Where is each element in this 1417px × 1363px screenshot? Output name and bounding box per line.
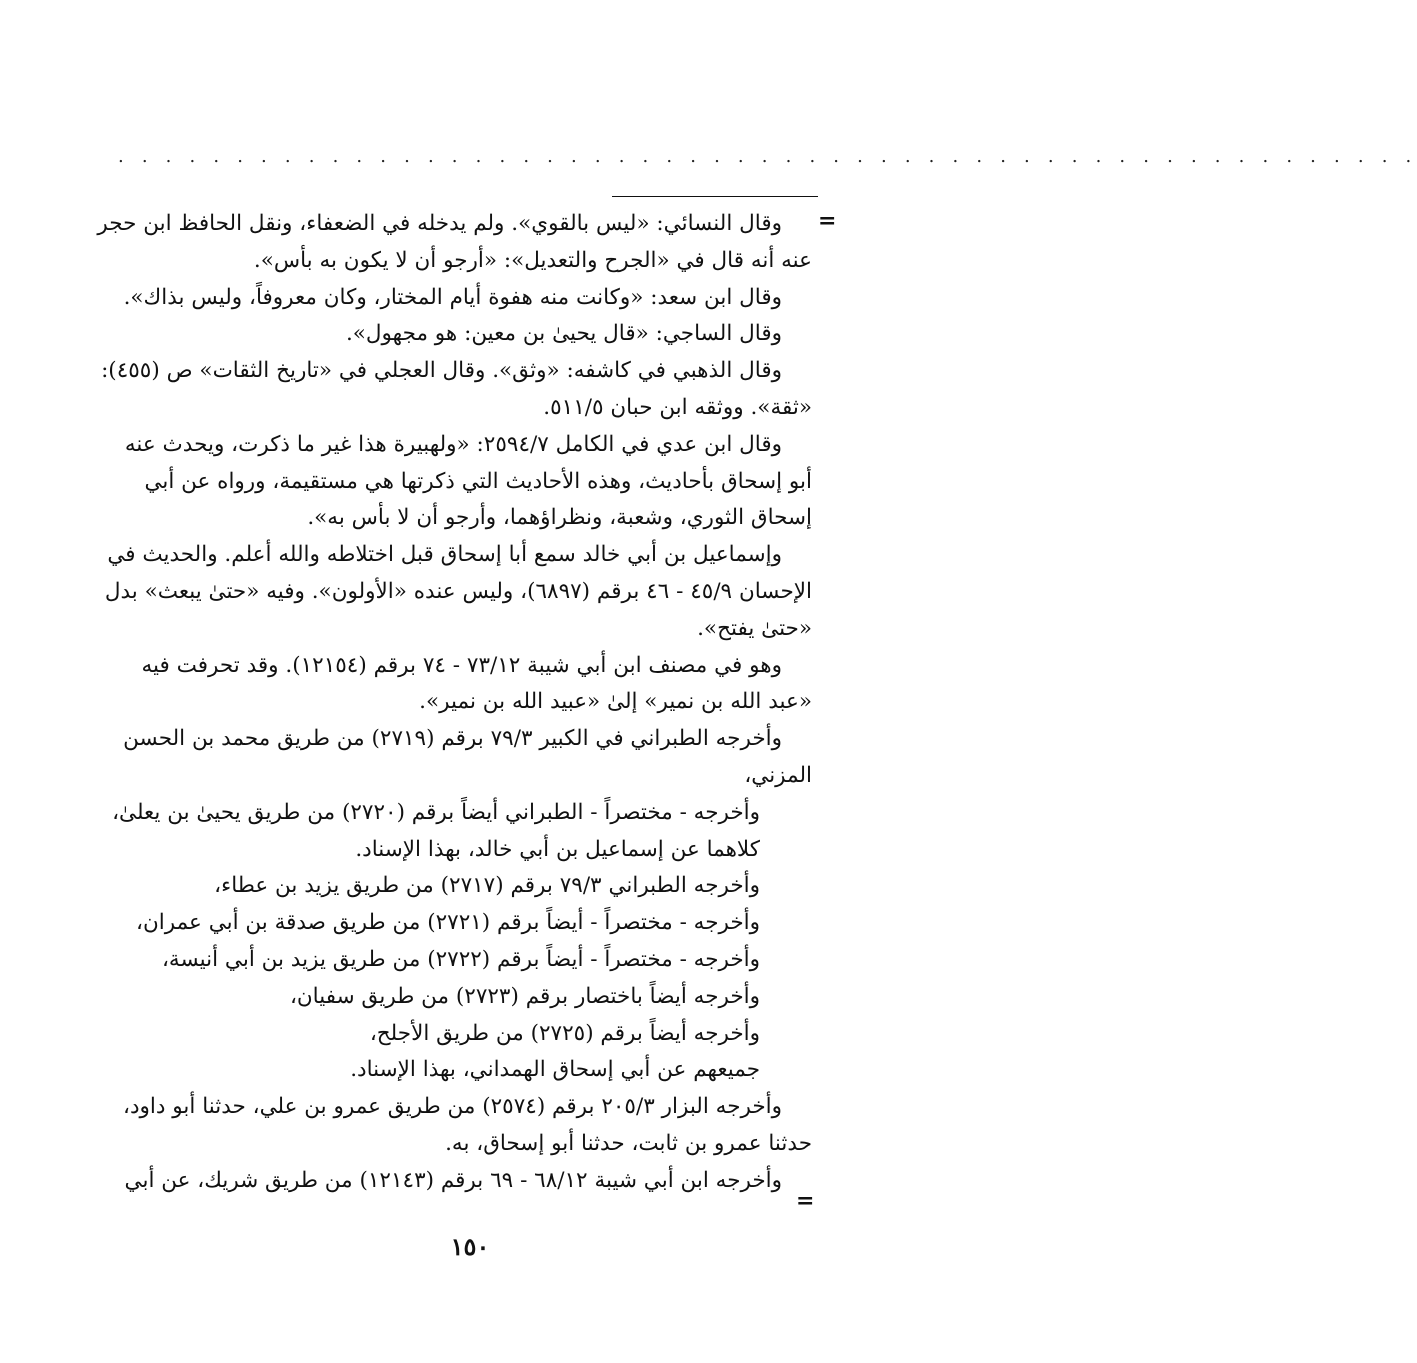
footnote-line: «عبد الله بن نمير» إلىٰ «عبيد الله بن نمير». (419, 689, 812, 715)
footnote-line: وهو في مصنف ابن أبي شيبة ٧٣/١٢ - ٧٤ برقم (١٢١٥٤). وقد تحرفت فيه (141, 652, 782, 678)
page-number: ١٥٠ (450, 1232, 490, 1261)
section-separator-dots: . . . . . . . . . . . . . . . . . . . . . . . . . . . . . . . . . . . . . . . . . . . . . . . . . . . . . . . (118, 146, 1417, 167)
footnote-line: وأخرجه - مختصراً - أيضاً برقم (٢٧٢١) من طريق صدقة بن أبي عمران، (136, 910, 760, 936)
footnote-line: «ثقة». ووثقه ابن حبان ٥١١/٥. (543, 394, 812, 420)
continuation-mark-bottom: = (796, 1188, 815, 1214)
footnote-line: وأخرجه - مختصراً - أيضاً برقم (٢٧٢٢) من طريق يزيد بن أبي أنيسة، (161, 946, 760, 972)
footnote-line: وأخرجه الطبراني في الكبير ٧٩/٣ برقم (٢٧١٩) من طريق محمد بن الحسن (123, 726, 782, 752)
footnote-line: وأخرجه - مختصراً - الطبراني أيضاً برقم (٢٧٢٠) من طريق يحيىٰ بن يعلىٰ، (112, 799, 760, 825)
footnote-line: وإسماعيل بن أبي خالد سمع أبا إسحاق قبل اختلاطه والله أعلم. والحديث في (107, 542, 782, 568)
footnote-rule (612, 196, 818, 197)
footnote-line: حدثنا عمرو بن ثابت، حدثنا أبو إسحاق، به. (445, 1130, 812, 1156)
footnote-text-block (97, 206, 812, 1200)
footnote-line: الإحسان ٤٥/٩ - ٤٦ برقم (٦٨٩٧)، وليس عنده «الأولون». وفيه «حتىٰ يبعث» بدل (104, 578, 812, 604)
footnote-line: «حتىٰ يفتح». (697, 615, 812, 641)
footnote-line: جميعهم عن أبي إسحاق الهمداني، بهذا الإسناد. (350, 1057, 760, 1083)
footnote-line: وأخرجه أيضاً باختصار برقم (٢٧٢٣) من طريق سفيان، (289, 983, 760, 1009)
footnote-line: وأخرجه البزار ٢٠٥/٣ برقم (٢٥٧٤) من طريق عمرو بن علي، حدثنا أبو داود، (123, 1094, 782, 1120)
footnote-line: وقال ابن عدي في الكامل ٢٥٩٤/٧: «ولهبيرة هذا غير ما ذكرت، ويحدث عنه (124, 431, 782, 457)
footnote-line: وقال ابن سعد: «وكانت منه هفوة أيام المختار، وكان معروفاً، وليس بذاك». (123, 284, 782, 310)
footnote-line: وقال الذهبي في كاشفه: «وثق». وقال العجلي في «تاريخ الثقات» ص (٤٥٥): (101, 358, 782, 384)
continuation-mark-top: = (818, 208, 837, 234)
footnote-line: وقال النسائي: «ليس بالقوي». ولم يدخله في الضعفاء، ونقل الحافظ ابن حجر (97, 211, 782, 236)
footnote-line: إسحاق الثوري، وشعبة، ونظراؤهما، وأرجو أن لا بأس به». (307, 505, 812, 531)
footnote-line: المزني، (744, 762, 812, 788)
footnote-line: وأخرجه أيضاً برقم (٢٧٢٥) من طريق الأجلح، (369, 1020, 760, 1046)
footnote-line: وقال الساجي: «قال يحيىٰ بن معين: هو مجهول». (345, 321, 782, 347)
footnote-line: وأخرجه الطبراني ٧٩/٣ برقم (٢٧١٧) من طريق يزيد بن عطاء، (214, 873, 760, 899)
footnote-line: أبو إسحاق بأحاديث، وهذه الأحاديث التي ذكرتها هي مستقيمة، ورواه عن أبي (144, 468, 812, 494)
footnote-line: وأخرجه ابن أبي شيبة ٦٨/١٢ - ٦٩ برقم (١٢١٤٣) من طريق شريك، عن أبي (124, 1167, 782, 1193)
footnote-line: عنه أنه قال في «الجرح والتعديل»: «أرجو أن لا يكون به بأس». (253, 247, 812, 273)
footnote-line: كلاهما عن إسماعيل بن أبي خالد، بهذا الإسناد. (355, 836, 760, 862)
